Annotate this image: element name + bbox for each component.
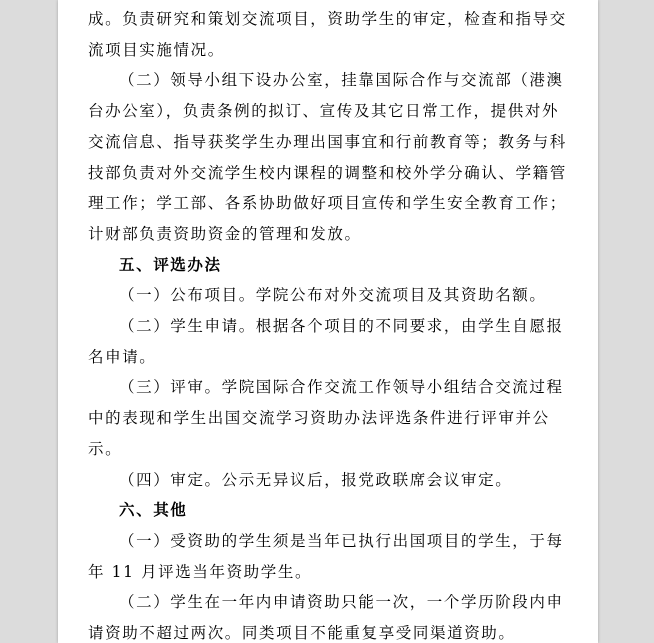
section6-item-2-cont: 请资助不超过两次。同类项目不能重复享受同渠道资助。 xyxy=(88,624,516,643)
section5-item-3-cont: 中的表现和学生出国交流学习资助办法评选条件进行评审并公 xyxy=(88,409,550,428)
section5-item-3-cont: 示。 xyxy=(88,439,123,458)
section6-item-1-cont: 年 11 月评选当年资助学生。 xyxy=(88,562,313,581)
section5-item-4: （四）审定。公示无异议后，报党政联席会议审定。 xyxy=(119,470,513,489)
section5-item-3: （三）评审。学院国际合作交流工作领导小组结合交流过程 xyxy=(119,378,564,397)
section5-item-1: （一）公布项目。学院公布对外交流项目及其资助名额。 xyxy=(119,286,547,305)
section6-item-2: （二）学生在一年内申请资助只能一次，一个学历阶段内申 xyxy=(119,593,564,612)
document-body xyxy=(88,4,572,643)
section-heading-6: 六、其他 xyxy=(119,501,188,520)
body-line: （二）领导小组下设办公室，挂靠国际合作与交流部（港澳 xyxy=(119,71,564,90)
body-line: 成。负责研究和策划交流项目，资助学生的审定，检查和指导交 xyxy=(88,10,567,28)
body-line: 台办公室），负责条例的拟订、宣传及其它日常工作，提供对外 xyxy=(88,102,560,121)
body-line: 流项目实施情况。 xyxy=(88,40,225,59)
section6-item-1: （一）受资助的学生须是当年已执行出国项目的学生，于每 xyxy=(119,531,564,550)
section-heading-5: 五、评选办法 xyxy=(119,255,222,274)
body-line: 计财部负责资助资金的管理和发放。 xyxy=(88,224,362,243)
body-line: 技部负责对外交流学生校内课程的调整和校外学分确认、学籍管 xyxy=(88,163,567,182)
body-line: 理工作；学工部、各系协助做好项目宣传和学生安全教育工作； xyxy=(88,194,567,213)
section5-item-2: （二）学生申请。根据各个项目的不同要求，由学生自愿报 xyxy=(119,317,564,336)
section5-item-2-cont: 名申请。 xyxy=(88,347,157,366)
document-page xyxy=(58,0,598,643)
body-line: 交流信息、指导获奖学生办理出国事宜和行前教育等；教务与科 xyxy=(88,132,567,151)
